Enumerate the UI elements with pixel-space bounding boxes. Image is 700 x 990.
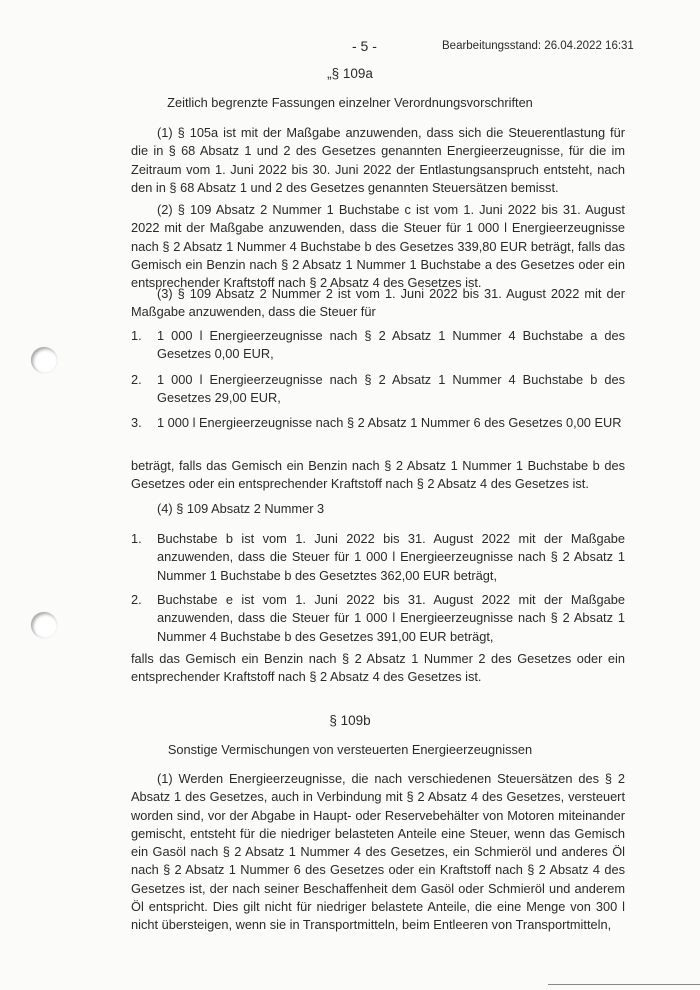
list-item (131, 371, 625, 408)
paragraph-109b-1: (1) Werden Energieerzeugnisse, die nach verschiedenen Steuersätzen des § 2 Absatz 1 des Gesetzes, auch in Verbindung mit § 2 Absatz 4 des Gesetzes, versteuert worden sind, vor der Abgabe in Haupt- oder Reservebehälter von Motoren miteinander gemischt, entsteht für die niedriger belasteten Anteile eine Steuer, wenn das Gemisch ein Gasöl nach § 2 Absatz 1 Nummer 4 des Gesetzes, ein Schmieröl und anderes Öl nach § 2 Absatz 1 Nummer 6 des Gesetzes oder ein Kraftstoff nach § 2 Absatz 4 des Gesetzes ist, der nach seiner Beschaffenheit dem Gasöl oder Schmieröl und anderem Öl entspricht. Dies gilt nicht für niedriger belastete Anteile, die eine Menge von 300 l nicht übersteigen, wenn sie in Transportmitteln, beim Entleeren von Transportmitteln, (131, 771, 625, 933)
revision-status: Bearbeitungsstand: 26.04.2022 16:31 (442, 40, 634, 52)
list-item-text: 1 000 l Energieerzeugnisse nach § 2 Absatz 1 Nummer 6 des Gesetzes 0,00 EUR (157, 415, 622, 430)
list-item (131, 414, 625, 432)
list-item-text: Buchstabe e ist vom 1. Juni 2022 bis 31. August 2022 mit der Maßgabe anzuwenden, dass die Steuer für 1 000 l Energieerzeugnisse nach § 2 Absatz 1 Nummer 4 Buchstabe b des Gesetzes 391,00 EUR beträgt, (157, 592, 625, 644)
paragraph-109a-3: (3) § 109 Absatz 2 Nummer 2 ist vom 1. Juni 2022 bis 31. August 2022 mit der Maßgabe anzuwenden, dass die Steuer für (131, 286, 625, 320)
punch-hole-upper (31, 347, 57, 373)
page-number: - 5 - (352, 38, 377, 54)
bottom-edge-line (548, 984, 700, 985)
section-109b-subtitle: Sonstige Vermischungen von versteuerten Energieerzeugnissen (167, 742, 533, 757)
section-109a-subtitle: Zeitlich begrenzte Fassungen einzelner Verordnungsvorschriften (167, 95, 533, 110)
paragraph-109a-1: (1) § 105a ist mit der Maßgabe anzuwenden, dass sich die Steuerentlastung für die in § 68 Absatz 1 und 2 des Gesetzes genannten Energieerzeugnisse, für die im Zeitraum vom 1. Juni 2022 bis 30. Juni 2022 der Entlastungsanspruch entsteht, nach den in § 68 Absatz 1 und 2 des Gesetzes genannten Steuersätzen bemisst. (131, 125, 625, 195)
list-item-number: 2. (131, 372, 142, 387)
paragraph-109a-3-end: beträgt, falls das Gemisch ein Benzin nach § 2 Absatz 1 Nummer 1 Buchstabe b des Gesetzes oder ein entsprechender Kraftstoff nach § 2 Absatz 4 des Gesetzes ist. (131, 458, 625, 492)
list-item-number: 1. (131, 531, 142, 546)
section-109b-title: § 109b (329, 713, 371, 728)
list-item-number: 2. (131, 592, 142, 607)
section-109a-title: „§ 109a (327, 66, 373, 81)
list-item (131, 530, 625, 585)
list-item (131, 591, 625, 646)
paragraph-109a-4: (4) § 109 Absatz 2 Nummer 3 (157, 501, 325, 516)
punch-hole-lower (31, 612, 57, 638)
list-item-number: 1. (131, 328, 142, 343)
list-item-number: 3. (131, 415, 142, 430)
list-item-text: Buchstabe b ist vom 1. Juni 2022 bis 31. August 2022 mit der Maßgabe anzuwenden, dass die Steuer für 1 000 l Energieerzeugnisse nach § 2 Absatz 1 Nummer 1 Buchstabe b des Gesetztes 362,00 EUR beträgt, (157, 531, 625, 583)
list-item-text: 1 000 l Energieerzeugnisse nach § 2 Absatz 1 Nummer 4 Buchstabe b des Gesetzes 29,00 EUR, (157, 372, 625, 406)
list-item-text: 1 000 l Energieerzeugnisse nach § 2 Absatz 1 Nummer 4 Buchstabe a des Gesetzes 0,00 EUR, (157, 328, 625, 362)
paragraph-109a-2: (2) § 109 Absatz 2 Nummer 1 Buchstabe c ist vom 1. Juni 2022 bis 31. August 2022 mit der Maßgabe anzuwenden, dass die Steuer für 1 000 l Energieerzeugnisse nach § 2 Absatz 1 Nummer 4 Buchstabe b des Gesetzes 339,80 EUR beträgt, falls das Gemisch ein Benzin nach § 2 Absatz 1 Nummer 1 Buchstabe a des Gesetzes oder ein entsprechender Kraftstoff nach § 2 Absatz 4 des Gesetzes ist. (131, 202, 625, 291)
list-item (131, 327, 625, 364)
paragraph-109a-4-end: falls das Gemisch ein Benzin nach § 2 Absatz 1 Nummer 2 des Gesetzes oder ein entsprechender Kraftstoff nach § 2 Absatz 4 des Gesetzes ist. (131, 651, 625, 685)
